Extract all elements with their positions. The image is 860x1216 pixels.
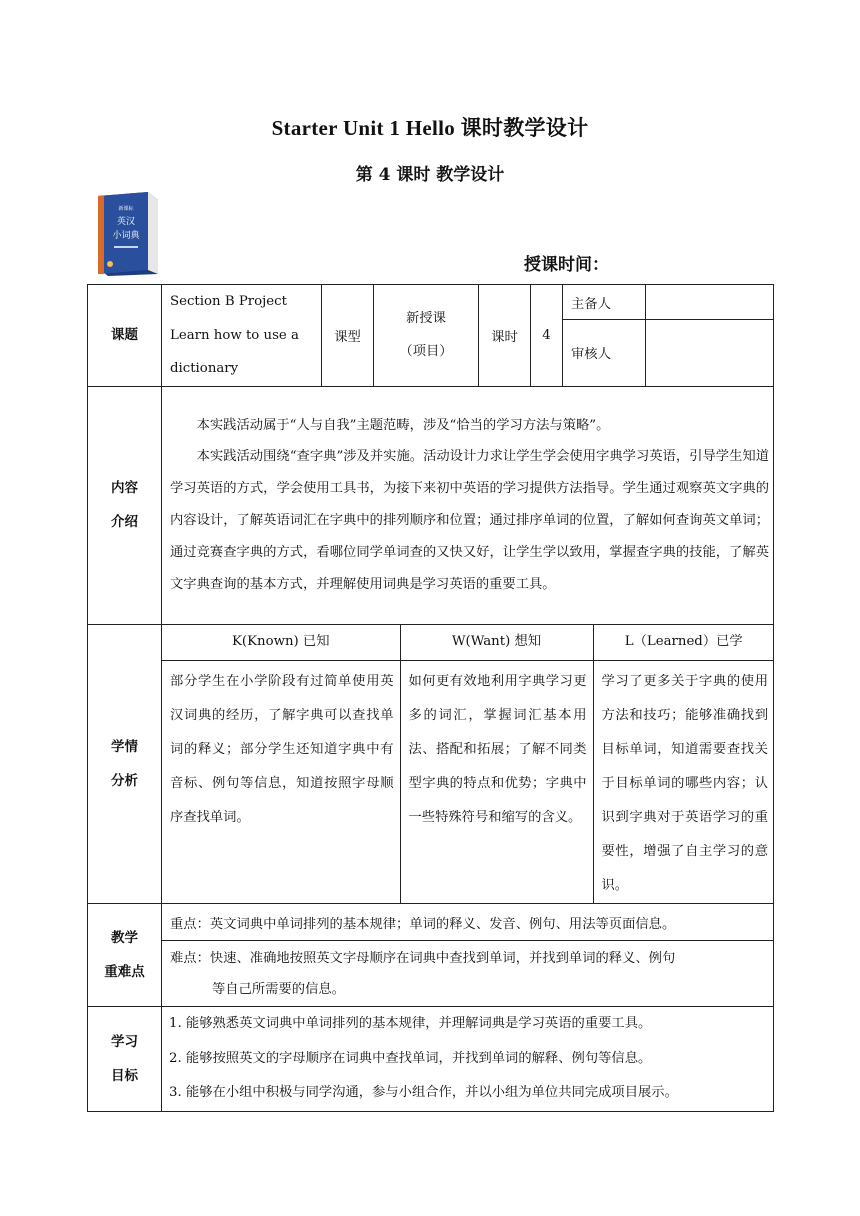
topic-line-3: dictionary bbox=[170, 361, 239, 376]
difficult-point-line-2: 等自己所需要的信息。 bbox=[212, 981, 345, 997]
lesson-type-line-1: 新授课 bbox=[406, 310, 446, 326]
kwl-known-header: K(Known) 已知 bbox=[162, 625, 400, 661]
intro-paragraph-2: 本实践活动围绕“查字典”涉及并实施。活动设计力求让学生学会使用字典学习英语，引导学生知道学习英语的方式，学会使用工具书，为接下来初中英语的学习提供方法指导。学生通过观察英文字典的内容设计，了解英语词汇在字典中的排列顺序和位置；通过排序单词的位置，了解如何查询英文单词；通过竞赛查字典的方式，看哪位同学单词查的又快又好，让学生学以致用，掌握查字典的技能，了解英文字典查询的基本方式，并理解使用词典是学习英语的重要工具。 bbox=[170, 449, 769, 592]
period-label: 课时 bbox=[479, 285, 531, 387]
key-points-label-line-1: 教学 bbox=[111, 930, 138, 946]
topic-value bbox=[162, 285, 322, 387]
svg-text:小词典: 小词典 bbox=[112, 231, 140, 241]
goal-item-3: 3. 能够在小组中积极与同学沟通，参与小组合作，并以小组为单位共同完成项目展示。 bbox=[169, 1085, 678, 1100]
kwl-learned-header: L（Learned）已学 bbox=[593, 625, 774, 661]
intro-label bbox=[88, 386, 162, 624]
goals-list bbox=[162, 1007, 774, 1112]
lesson-type-line-2: （项目） bbox=[399, 344, 453, 360]
key-points-label-line-2: 重难点 bbox=[104, 964, 145, 980]
intro-label-line-2: 介绍 bbox=[111, 514, 138, 530]
topic-line-1: Section B Project bbox=[170, 294, 287, 309]
topic-line-2: Learn how to use a bbox=[170, 327, 299, 343]
svg-text:英汉: 英汉 bbox=[116, 217, 136, 227]
key-point: 重点：英文词典中单词排列的基本规律；单词的释义、发音、例句、用法等页面信息。 bbox=[162, 904, 774, 941]
lesson-plan-table bbox=[87, 284, 774, 1112]
intro-label-line-1: 内容 bbox=[111, 480, 138, 496]
kwl-known-text: 部分学生在小学阶段有过简单使用英汉词典的经历，了解字典可以查找单词的释义；部分学生还知道字典中有音标、例句等信息，知道按照字母顺序查找单词。 bbox=[162, 661, 400, 904]
key-points-label bbox=[88, 904, 162, 1007]
lesson-type-label: 课型 bbox=[322, 285, 374, 387]
kwl-learned-text: 学习了更多关于字典的使用方法和技巧；能够准确找到目标单词，知道需要查找关于目标单词的哪些内容；认识到字典对于英语学习的重要性，增强了自主学习的意识。 bbox=[593, 661, 774, 904]
kwl-want-header: W(Want) 想知 bbox=[400, 625, 593, 661]
lead-preparer-label: 主备人 bbox=[563, 285, 646, 320]
lead-preparer-value[interactable] bbox=[646, 285, 774, 320]
analysis-label-line-2: 分析 bbox=[111, 772, 138, 789]
reviewer-label: 审核人 bbox=[563, 320, 646, 386]
dictionary-book-icon bbox=[96, 190, 160, 276]
kwl-table bbox=[162, 625, 774, 904]
intro-paragraph-1: 本实践活动属于“人与自我”主题范畴，涉及“恰当的学习方法与策略”。 bbox=[196, 417, 610, 433]
lesson-type-value bbox=[374, 285, 479, 387]
svg-text:新课标: 新课标 bbox=[118, 206, 134, 212]
document-title: Starter Unit 1 Hello 课时教学设计 bbox=[271, 116, 589, 140]
reviewer-value[interactable] bbox=[646, 320, 774, 386]
kwl-want-text: 如何更有效地利用字典学习更多的词汇，掌握词汇基本用法、搭配和拓展；了解不同类型字典的特点和优势；字典中一些特殊符号和缩写的含义。 bbox=[400, 661, 593, 904]
difficult-point-line-1: 难点：快速、准确地按照英文字母顺序在词典中查找到单词，并找到单词的释义、例句 bbox=[170, 950, 676, 966]
goal-item-1: 1. 能够熟悉英文词典中单词排列的基本规律，并理解词典是学习英语的重要工具。 bbox=[169, 1016, 652, 1031]
analysis-label-line-1: 学情 bbox=[111, 738, 138, 755]
goals-label bbox=[88, 1007, 162, 1112]
lesson-time-label: 授课时间： bbox=[524, 255, 609, 275]
goals-label-line-1: 学习 bbox=[111, 1033, 138, 1050]
goals-label-line-2: 目标 bbox=[111, 1067, 138, 1084]
goal-item-2: 2. 能够按照英文的字母顺序在词典中查找单词，并找到单词的解释、例句等信息。 bbox=[169, 1050, 652, 1066]
intro-content bbox=[162, 386, 774, 624]
document-subtitle: 第 4 课时 教学设计 bbox=[355, 165, 505, 185]
period-value: 4 bbox=[531, 285, 563, 387]
kwl-container bbox=[162, 624, 774, 904]
analysis-label bbox=[88, 624, 162, 904]
difficult-point bbox=[162, 941, 774, 1007]
topic-label: 课题 bbox=[88, 285, 162, 387]
